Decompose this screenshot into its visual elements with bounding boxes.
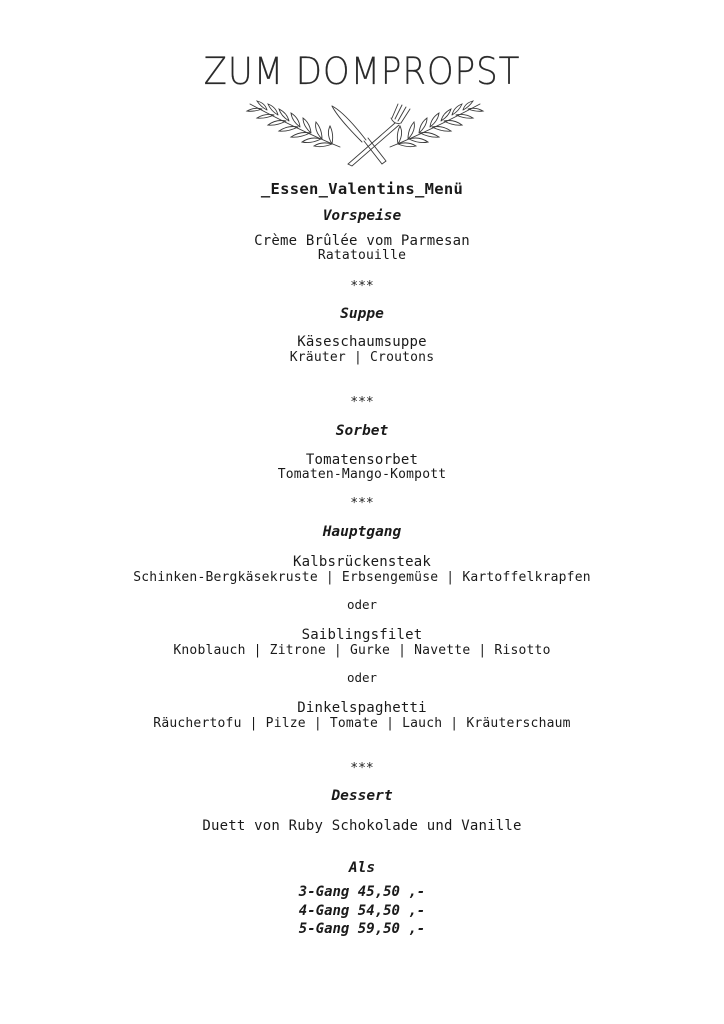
dish-name-vorspeise: Crème Brûlée vom Parmesan [254,233,470,249]
dish-desc-hauptgang-3: Räuchertofu | Pilze | Tomate | Lauch | Kräuterschaum [153,716,571,731]
dish-name-hauptgang-2: Saiblingsfilet [301,627,423,643]
price-3-gang: 3-Gang 45,50 ,- [298,884,426,900]
restaurant-name: ZUM DOMPROPST [203,50,521,93]
or-label: oder [346,597,378,612]
dish-desc-suppe: Kräuter | Croutons [289,350,435,365]
price-heading: Als [348,860,376,876]
dish-name-sorbet: Tomatensorbet [305,452,419,468]
course-heading-dessert: Dessert [331,788,393,804]
dish-desc-sorbet: Tomaten-Mango-Kompott [277,467,447,482]
menu-title: _Essen_Valentins_Menü [260,180,464,198]
price-5-gang: 5-Gang 59,50 ,- [298,921,426,937]
price-4-gang: 4-Gang 54,50 ,- [298,903,426,919]
course-heading-hauptgang: Hauptgang [322,524,402,540]
dish-name-hauptgang-3: Dinkelspaghetti [297,700,427,716]
course-heading-sorbet: Sorbet [335,423,389,439]
course-separator: *** [350,761,374,776]
dish-desc-hauptgang-2: Knoblauch | Zitrone | Gurke | Navette | Risotto [173,643,551,658]
course-heading-vorspeise: Vorspeise [322,208,402,224]
laurel-wreath-with-knife-and-fork-icon [240,92,490,172]
dish-name-hauptgang-1: Kalbsrückensteak [292,554,432,570]
dish-name-dessert: Duett von Ruby Schokolade und Vanille [202,818,522,834]
or-label: oder [346,670,378,685]
course-heading-suppe: Suppe [340,306,384,322]
dish-name-suppe: Käseschaumsuppe [297,334,427,350]
dish-desc-hauptgang-1: Schinken-Bergkäsekruste | Erbsengemüse | Kartoffelkrapfen [133,570,591,585]
course-separator: *** [350,395,374,410]
dish-desc-vorspeise: Ratatouille [317,248,407,263]
course-separator: *** [350,279,374,294]
course-separator: *** [350,496,374,511]
